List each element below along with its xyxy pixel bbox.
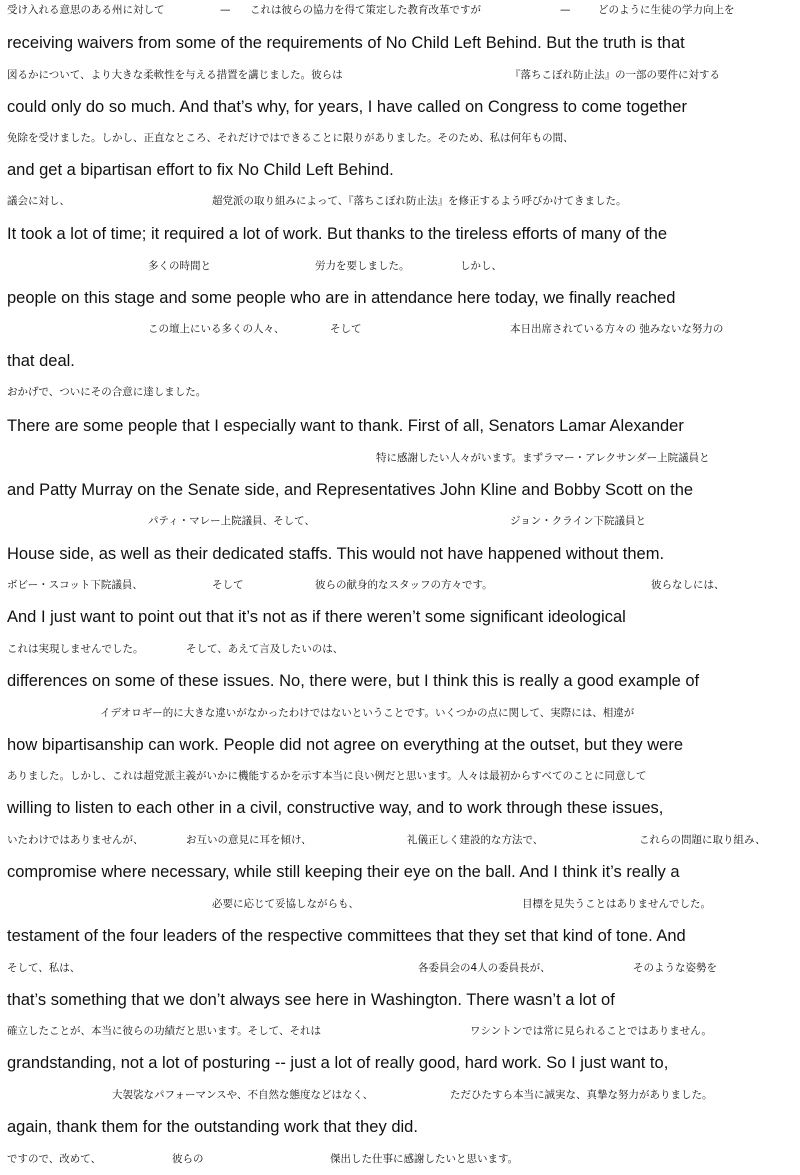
- japanese-segment: 大袈裟なパフォーマンスや、不自然な態度などはなく、: [112, 1089, 374, 1101]
- japanese-segment: ジョン・クライン下院議員と: [510, 515, 646, 527]
- japanese-segment: そのような姿勢を: [633, 962, 717, 974]
- japanese-segment: 受け入れる意思のある州に対して: [7, 4, 165, 16]
- japanese-segment: イデオロギー的に大きな違いがなかったわけではないということです。いくつかの点に関して、実際には、相違が: [100, 707, 635, 719]
- english-line: compromise where necessary, while still keeping their eye on the ball. And I think it’s really a: [7, 863, 680, 881]
- english-line: willing to listen to each other in a civil, constructive way, and to work through these issues,: [7, 799, 664, 817]
- japanese-segment: 本日出席されている方々の 弛みないな努力の: [510, 323, 724, 335]
- japanese-segment: 彼らの: [172, 1153, 204, 1165]
- japanese-line: [0, 641, 792, 657]
- japanese-segment: 図るかについて、より大きな柔軟性を与える措置を講じました。彼らは: [7, 69, 343, 81]
- english-line: could only do so much. And that’s why, for years, I have called on Congress to come together: [7, 98, 687, 116]
- japanese-segment: これは彼らの協力を得て策定した教育改革ですが: [250, 4, 481, 16]
- japanese-segment: これらの問題に取り組み、: [639, 834, 766, 846]
- japanese-segment: これは実現しませんでした。: [7, 643, 144, 655]
- japanese-segment: ボビー・スコット下院議員、: [7, 579, 143, 591]
- english-line: people on this stage and some people who are in attendance here today, we finally reached: [7, 289, 676, 307]
- japanese-segment: そして、あえて言及したいのは、: [186, 643, 344, 655]
- japanese-line: [0, 450, 792, 466]
- english-line: how bipartisanship can work. People did not agree on everything at the outset, but they were: [7, 736, 684, 754]
- english-line: and Patty Murray on the Senate side, and Representatives John Kline and Bobby Scott on the: [7, 481, 694, 499]
- japanese-segment: いたわけではありませんが、: [7, 834, 144, 846]
- japanese-segment: どのように生徒の学力向上を: [598, 4, 735, 16]
- japanese-line: [0, 67, 792, 83]
- japanese-line: [0, 193, 792, 209]
- japanese-segment: 労力を要しました。: [315, 260, 410, 272]
- japanese-segment: そして、私は、: [7, 962, 81, 974]
- japanese-segment: 超党派の取り組みによって、『落ちこぼれ防止法』を修正するよう呼びかけてきました。: [212, 195, 627, 207]
- japanese-line: [0, 1087, 792, 1103]
- japanese-segment: 各委員会の4人の委員長が、: [418, 962, 551, 974]
- japanese-segment: パティ・マレー上院議員、そして、: [148, 515, 315, 527]
- japanese-segment: 必要に応じて妥協しながらも、: [212, 898, 359, 910]
- japanese-segment: —: [560, 4, 571, 16]
- japanese-segment: 確立したことが、本当に彼らの功績だと思います。そして、それは: [7, 1025, 321, 1037]
- english-line: grandstanding, not a lot of posturing -- just a lot of really good, hard work. So I just want to,: [7, 1054, 669, 1072]
- japanese-segment: この壇上にいる多くの人々、: [148, 323, 285, 335]
- english-line: testament of the four leaders of the respective committees that they set that kind of tone. And: [7, 927, 686, 945]
- japanese-segment: ただひたすら本当に誠実な、真摯な努力がありました。: [450, 1089, 713, 1101]
- japanese-segment: そして: [330, 323, 362, 335]
- japanese-segment: ワシントンでは常に見られることではありません。: [470, 1025, 712, 1037]
- japanese-segment: 礼儀正しく建設的な方法で、: [407, 834, 544, 846]
- japanese-segment: ありました。しかし、これは超党派主義がいかに機能するかを示す本当に良い例だと思います。人々は最初からすべてのことに同意して: [7, 770, 647, 782]
- japanese-line: [0, 705, 792, 721]
- english-line: And I just want to point out that it’s not as if there weren’t some significant ideological: [7, 608, 626, 626]
- english-line: again, thank them for the outstanding work that they did.: [7, 1118, 418, 1136]
- japanese-segment: 目標を見失うことはありませんでした。: [522, 898, 711, 910]
- japanese-line: [0, 960, 792, 976]
- english-line: House side, as well as their dedicated staffs. This would not have happened without them.: [7, 545, 665, 563]
- japanese-line: [0, 321, 792, 337]
- japanese-segment: しかし、: [460, 260, 502, 272]
- japanese-segment: お互いの意見に耳を傾け、: [186, 834, 312, 846]
- japanese-segment: ですので、改めて、: [7, 1153, 102, 1165]
- english-line: that’s something that we don’t always see here in Washington. There wasn’t a lot of: [7, 991, 615, 1009]
- japanese-segment: 免除を受けました。しかし、正直なところ、それだけではできることに限りがありました。そのため、私は何年もの間、: [7, 132, 574, 144]
- english-line: receiving waivers from some of the requirements of No Child Left Behind. But the truth is that: [7, 34, 685, 52]
- japanese-line: [0, 1023, 792, 1039]
- japanese-segment: 彼らの献身的なスタッフの方々です。: [315, 579, 493, 591]
- japanese-segment: 『落ちこぼれ防止法』の一部の要件に対する: [510, 69, 720, 81]
- japanese-line: [0, 130, 792, 146]
- japanese-line: [0, 258, 792, 274]
- japanese-segment: 多くの時間と: [148, 260, 211, 272]
- japanese-segment: おかげで、ついにその合意に達しました。: [7, 386, 207, 398]
- english-line: There are some people that I especially want to thank. First of all, Senators Lamar Alexander: [7, 417, 684, 435]
- english-line: that deal.: [7, 352, 75, 370]
- japanese-segment: 特に感謝したい人々がいます。まずラマー・アレクサンダー上院議員と: [376, 452, 710, 464]
- japanese-segment: そして: [212, 579, 244, 591]
- japanese-line: [0, 513, 792, 529]
- japanese-line: [0, 896, 792, 912]
- english-line: differences on some of these issues. No, there were, but I think this is really a good example of: [7, 672, 700, 690]
- japanese-line: [0, 2, 792, 18]
- japanese-segment: —: [220, 4, 231, 16]
- japanese-segment: 議会に対し、: [7, 195, 70, 207]
- japanese-line: [0, 384, 792, 400]
- japanese-line: [0, 768, 792, 784]
- japanese-segment: 傑出した仕事に感謝したいと思います。: [330, 1153, 519, 1165]
- japanese-segment: 彼らなしには、: [651, 579, 725, 591]
- english-line: and get a bipartisan effort to fix No Child Left Behind.: [7, 161, 394, 179]
- japanese-line: [0, 1151, 792, 1167]
- japanese-line: [0, 832, 792, 848]
- japanese-line: [0, 577, 792, 593]
- english-line: It took a lot of time; it required a lot of work. But thanks to the tireless efforts of many of the: [7, 225, 668, 243]
